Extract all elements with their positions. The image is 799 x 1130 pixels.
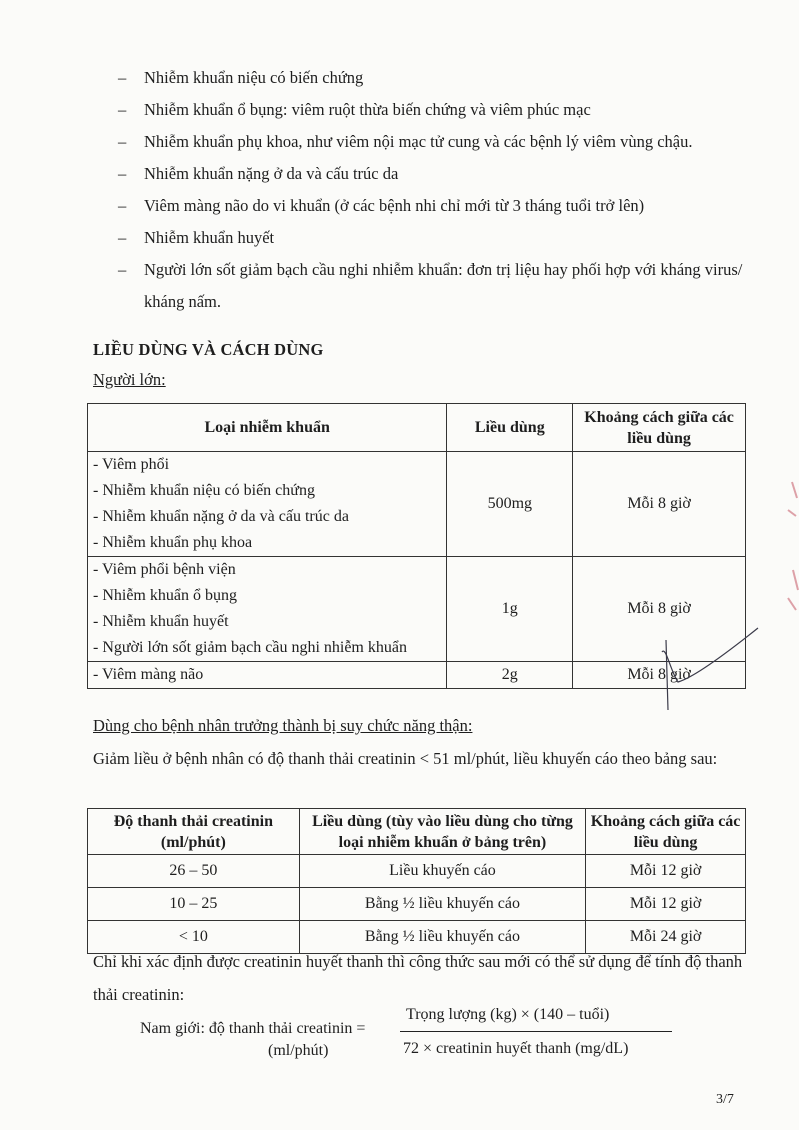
formula-intro: Chỉ khi xác định được creatinin huyết thanh thì công thức sau mới có thể sử dụng để tính độ thanh thải creatinin: [93, 952, 743, 1004]
formula-denominator: 72 × creatinin huyết thanh (mg/dL) [403, 1040, 629, 1057]
condition-cell [88, 452, 447, 557]
dose-cell: 2g [447, 662, 573, 689]
renal-label: Dùng cho bệnh nhân trưởng thành bị suy chức năng thận: [93, 716, 473, 735]
renal-intro: Giảm liều ở bệnh nhân có độ thanh thải creatinin < 51 ml/phút, liều khuyến cáo theo bảng sau: [93, 749, 718, 768]
dose-cell: Bằng ½ liều khuyến cáo [299, 888, 586, 921]
page-number: 3/7 [716, 1092, 734, 1107]
condition-item: - Nhiễm khuẩn niệu có biến chứng [93, 482, 315, 499]
clearance-cell: < 10 [88, 921, 300, 954]
renal-dosage-table [87, 808, 746, 954]
table-header-row [88, 404, 746, 452]
list-item: – Nhiễm khuẩn huyết [118, 222, 758, 254]
table-row [88, 855, 746, 888]
formula-lhs: Nam giới: độ thanh thải creatinin = [140, 1020, 366, 1037]
list-item: – Nhiễm khuẩn niệu có biến chứng [118, 62, 758, 94]
adult-label: Người lớn: [93, 370, 166, 389]
condition-cell [88, 662, 447, 689]
column-header: Khoảng cách giữa các liều dùng [573, 404, 746, 452]
condition-item: - Viêm phổi bệnh viện [93, 561, 236, 578]
column-header: Loại nhiễm khuẩn [88, 404, 447, 452]
condition-item: - Nhiễm khuẩn phụ khoa [93, 534, 253, 551]
interval-cell: Mỗi 8 giờ [573, 452, 746, 557]
interval-cell: Mỗi 8 giờ [573, 557, 746, 662]
list-item: – Người lớn sốt giảm bạch cầu nghi nhiễm khuẩn: đơn trị liệu hay phối hợp với kháng virus/ kháng nấm. [118, 254, 758, 318]
column-header: Khoảng cách giữa các liều dùng [586, 809, 746, 855]
column-header: Độ thanh thải creatinin (ml/phút) [88, 809, 300, 855]
formula-unit: (ml/phút) [268, 1042, 329, 1059]
list-item: – Nhiễm khuẩn phụ khoa, như viêm nội mạc tử cung và các bệnh lý viêm vùng chậu. [118, 126, 758, 158]
table-header-row [88, 809, 746, 855]
pen-check-mark [640, 620, 770, 720]
condition-item: - Nhiễm khuẩn huyết [93, 613, 229, 630]
indication-list [118, 62, 758, 318]
condition-cell [88, 557, 447, 662]
formula-numerator: Trọng lượng (kg) × (140 – tuổi) [406, 1006, 610, 1023]
interval-cell: Mỗi 12 giờ [586, 855, 746, 888]
interval-cell: Mỗi 24 giờ [586, 921, 746, 954]
stamp-edge-mark [768, 470, 799, 620]
dose-cell: Bằng ½ liều khuyến cáo [299, 921, 586, 954]
section-heading: LIỀU DÙNG VÀ CÁCH DÙNG [93, 340, 324, 359]
dose-cell: 500mg [447, 452, 573, 557]
table-row [88, 888, 746, 921]
condition-item: - Nhiễm khuẩn ổ bụng [93, 587, 237, 604]
clearance-cell: 26 – 50 [88, 855, 300, 888]
dose-cell: Liều khuyến cáo [299, 855, 586, 888]
interval-cell: Mỗi 8 giờ [573, 662, 746, 689]
column-header: Liều dùng [447, 404, 573, 452]
fraction-bar [400, 1031, 672, 1032]
list-item: – Viêm màng não do vi khuẩn (ở các bệnh nhi chỉ mới từ 3 tháng tuổi trở lên) [118, 190, 758, 222]
column-header: Liều dùng (tùy vào liều dùng cho từng loại nhiễm khuẩn ở bảng trên) [299, 809, 586, 855]
interval-cell: Mỗi 12 giờ [586, 888, 746, 921]
condition-item: - Viêm màng não [93, 666, 204, 683]
condition-item: - Nhiễm khuẩn nặng ở da và cấu trúc da [93, 508, 349, 525]
clearance-cell: 10 – 25 [88, 888, 300, 921]
condition-item: - Viêm phổi [93, 456, 170, 473]
list-item: – Nhiễm khuẩn ổ bụng: viêm ruột thừa biến chứng và viêm phúc mạc [118, 94, 758, 126]
condition-item: - Người lớn sốt giảm bạch cầu nghi nhiễm khuẩn [93, 639, 407, 656]
dose-cell: 1g [447, 557, 573, 662]
list-item: – Nhiễm khuẩn nặng ở da và cấu trúc da [118, 158, 758, 190]
table-row [88, 452, 746, 557]
